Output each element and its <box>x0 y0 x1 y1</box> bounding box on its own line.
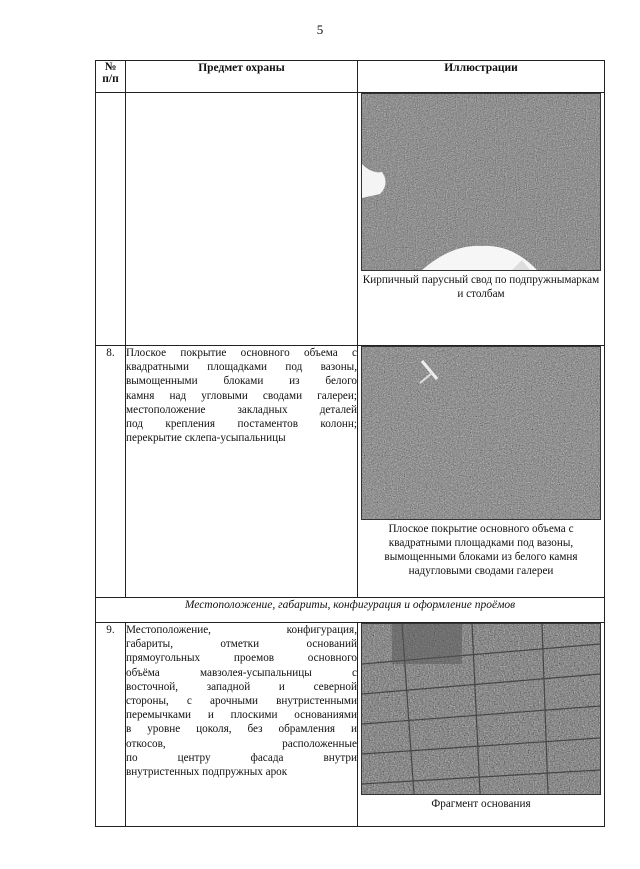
foundation-photo <box>361 623 601 795</box>
table-row <box>96 346 605 598</box>
section-row <box>96 598 605 623</box>
row-number: 8. <box>96 346 126 598</box>
section-title: Местоположение, габариты, конфигурация и оформление проёмов <box>96 598 605 623</box>
desc-line: откосов, расположенные <box>126 737 357 750</box>
desc-line: объёма мавзолея-усыпальницы с <box>126 666 357 679</box>
desc-line: восточной, западной и северной <box>126 680 357 693</box>
desc-line: габариты, отметки оснований <box>126 638 357 651</box>
desc-line: перемычками и плоскими основаниями <box>126 709 357 722</box>
roof-photo <box>361 346 601 520</box>
header-number-line1: № <box>104 61 117 73</box>
row-number <box>96 93 126 346</box>
desc-line: прямоугольных проемов основного <box>126 652 357 665</box>
table-row <box>96 93 605 346</box>
row-number: 9. <box>96 623 126 827</box>
page-number: 5 <box>316 22 324 37</box>
desc-line: вымощенными блоками из белого <box>126 375 357 388</box>
heritage-protection-table <box>95 60 605 827</box>
desc-line: Местоположение, конфигурация, <box>126 624 357 636</box>
desc-line: местоположение закладных деталей <box>126 403 357 416</box>
row-illustration <box>358 346 605 598</box>
desc-line: Плоское покрытие основного объема с <box>126 347 357 359</box>
desc-line: под крепления постаментов колонн; <box>126 418 357 431</box>
desc-line: в уровне цоколя, без обрамления и <box>126 723 357 736</box>
row-illustration <box>358 93 605 346</box>
row-illustration <box>358 623 605 827</box>
desc-line: внутристенных подпружных арок <box>126 766 288 779</box>
vault-caption: Кирпичный парусный свод по подпружнымаркам и столбам <box>362 274 600 300</box>
header-illustrations: Иллюстрации <box>358 61 605 93</box>
vault-photo <box>361 93 601 271</box>
desc-line: квадратными площадками под вазоны, <box>126 361 357 374</box>
row-description <box>126 623 358 827</box>
row-description <box>126 346 358 598</box>
table-header-row <box>96 61 605 93</box>
roof-caption: Плоское покрытие основного объема с квадратными площадками под вазоны, вымощенными блоками из белого камня надугловыми сводами галереи <box>384 523 578 577</box>
header-subject: Предмет охраны <box>126 61 358 93</box>
table-row <box>96 623 605 827</box>
row-description <box>126 93 358 346</box>
desc-line: камня над угловыми сводами галереи; <box>126 389 357 402</box>
header-number <box>96 61 126 93</box>
foundation-caption: Фрагмент основания <box>431 798 531 810</box>
header-number-line2: п/п <box>102 73 119 85</box>
desc-line: по центру фасада внутри <box>126 751 357 764</box>
desc-line: перекрытие склепа-усыпальницы <box>126 432 286 445</box>
desc-line: стороны, с арочными внутристенными <box>126 695 357 708</box>
